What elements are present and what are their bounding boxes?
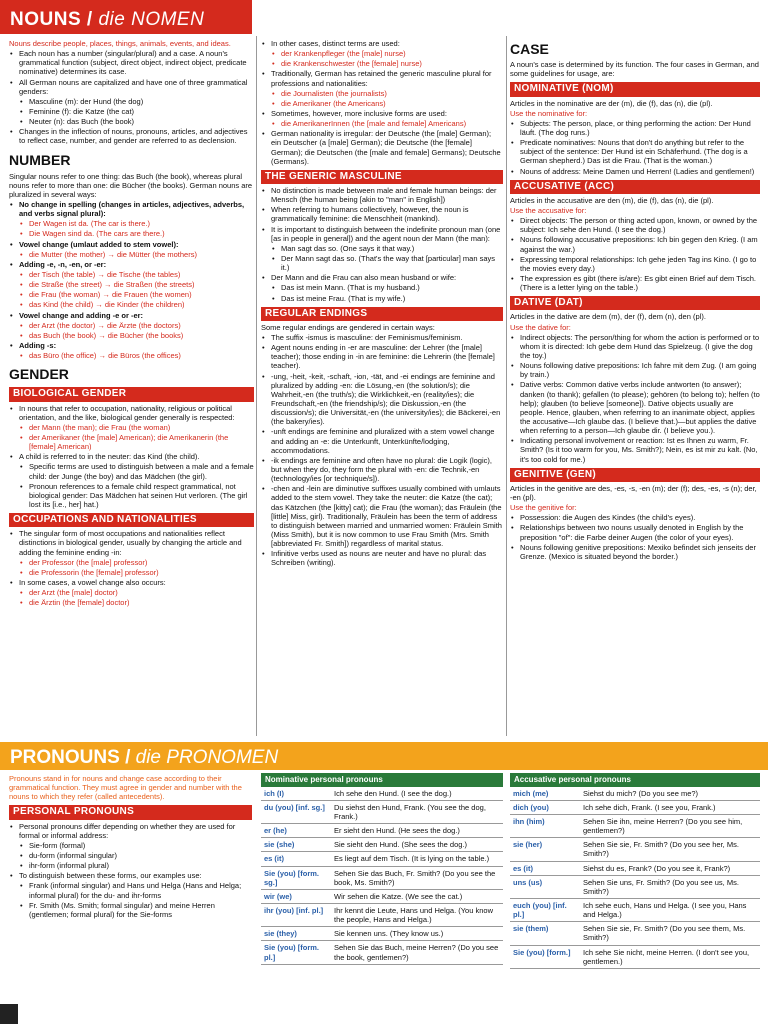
table-row xyxy=(510,800,760,814)
genitive-use: Use the genitive for: xyxy=(510,503,577,513)
list-item: • In other cases, distinct terms are used: xyxy=(261,39,503,48)
regular-endings-intro: Some regular endings are gendered in certain ways: xyxy=(261,322,435,332)
list-item: • The singular form of most occupations and nationalities reflect distinctions in biological gender, usually by changing the article and adding the feminine ending -in: xyxy=(9,529,254,556)
table-row xyxy=(510,945,760,968)
example-cell: Sie sieht den Hund. (She sees the dog.) xyxy=(331,838,503,852)
list-item: • der Mann (the man); die Frau (the woman) xyxy=(19,423,254,432)
nominative-pronouns-table xyxy=(261,773,503,965)
list-item: • Predicate nominatives: Nouns that don't do anything but refer to the subject of the sentence: Der Hund ist ein Schäferhund. (The dog is a German shepherd.) Das ist die Frau. (That is the woman.) xyxy=(510,138,760,165)
example-cell: Sehen Sie das Buch, meine Herren? (Do you see the book, gentlemen?) xyxy=(331,941,503,964)
pronoun-cell: sie (they) xyxy=(261,927,331,941)
list-item: • Expressing temporal relationships: Ich gehe jeden Tag ins Kino. (I go to the movies every day.) xyxy=(510,255,760,273)
list-item: • No distinction is made between male and female human beings: der Mensch (the human being [akin to "man" in English]) xyxy=(261,186,503,204)
pronoun-cell: sie (her) xyxy=(510,838,580,861)
example-cell: Sie kennen uns. (They know us.) xyxy=(331,927,503,941)
list-item: • In nouns that refer to occupation, nationality, religious or political orientation, and the like, biological gender generally is respected: xyxy=(9,404,254,422)
accusative-bar: ACCUSATIVE (ACC) xyxy=(510,180,760,194)
pronoun-cell: Sie (you) [form. pl.] xyxy=(261,941,331,964)
list-item: • Dative verbs: Common dative verbs include antworten (to answer); danken (to thank); gefallen (to please); gehören (to belong to); helfen (to help); glauben (to believe [someone]). Dative objects usually are people. Hence, glauben, when referring to an inanimate object, applies the accusative—Ich glaube das. (I believe that.)—but applies the dative when referring to a person—Ich glaube dir. (I believe you.). xyxy=(510,380,760,435)
column-2 xyxy=(261,38,503,569)
example-cell: Sehen Sie sie, Fr. Smith? (Do you see them, Ms. Smith?) xyxy=(580,922,760,945)
list-item: • Das ist meine Frau. (That is my wife.) xyxy=(271,294,503,303)
list-item: • Nouns of address: Meine Damen und Herren! (Ladies and gentlemen!) xyxy=(510,167,760,176)
table-row xyxy=(261,889,503,903)
example-cell: Ich sehe Sie nicht, meine Herren. (I don't see you, gentlemen.) xyxy=(580,945,760,968)
list-item: • der Arzt (the doctor) → die Ärzte (the doctors) xyxy=(19,321,254,330)
pronoun-cell: dich (you) xyxy=(510,800,580,814)
table-row xyxy=(261,866,503,889)
number-paragraph: Singular nouns refer to one thing: das Buch (the book), whereas plural nouns refer to more than one: die Bücher (the books). German nouns are pluralized in several ways: xyxy=(9,171,253,199)
list-item: • Adding -s: xyxy=(9,341,254,350)
list-item: • Pronoun references to a female child respect grammatical, not biological gender: Das Mädchen hat seinen Hut verloren. (The girl lost its [i.e., her] hat.) xyxy=(19,482,254,509)
regular-endings-bar: REGULAR ENDINGS xyxy=(261,307,503,321)
pronoun-cell: Sie (you) [form. sg.] xyxy=(261,866,331,889)
dative-bar: DATIVE (DAT) xyxy=(510,296,760,310)
list-item: • Sie-form (formal) xyxy=(19,841,252,850)
example-cell: Du siehst den Hund, Frank. (You see the dog, Frank.) xyxy=(331,800,503,823)
accusative-table-title: Accusative personal pronouns xyxy=(510,773,760,787)
pronoun-cell: ich (I) xyxy=(261,787,331,801)
generic-masculine-bar: THE GENERIC MASCULINE xyxy=(261,170,503,184)
list-item: • Sometimes, however, more inclusive forms are used: xyxy=(261,109,503,118)
pronoun-cell: sie (them) xyxy=(510,922,580,945)
example-cell: Siehst du mich? (Do you see me?) xyxy=(580,787,760,801)
pronoun-cell: uns (us) xyxy=(510,875,580,898)
table-row xyxy=(261,800,503,823)
list-item: • -chen and -lein are diminutive suffixes usually combined with umlauts added to the stem vowel. They take the neuter: die Katze (the cat); das Kätzchen (the [kitty] cat); die Frau (the woman); das Fräulein (the [little] Miss, girl). Traditionally, Fräulein has been the term of address to distinguish between married and unmarried women: Fräulein Smith (Miss Smith), but it is now common to use Frau Smith (Mrs. Smith [abbreviated Fr. Smith]) regardless of marital status. xyxy=(261,484,503,548)
nouns-title-de: die NOMEN xyxy=(98,9,205,30)
list-item: • Der Mann and die Frau can also mean husband or wife: xyxy=(261,273,503,282)
nominative-use: Use the nominative for: xyxy=(510,108,588,118)
table-row xyxy=(261,941,503,964)
list-item: • Der Mann sagt das so. (That's the way that [particular] man says it.) xyxy=(271,254,503,272)
example-cell: Ich sehe euch, Hans und Helga. (I see you, Hans and Helga.) xyxy=(580,899,760,922)
pronoun-cell: euch (you) [inf. pl.] xyxy=(510,899,580,922)
list-item: • Subjects: The person, place, or thing performing the action: Der Hund läuft. (The dog runs.) xyxy=(510,119,760,137)
table-row xyxy=(510,787,760,801)
dative-articles: Articles in the dative are dem (m), der (f), dem (n), den (pl). xyxy=(510,312,706,322)
example-cell: Es liegt auf dem Tisch. (It is lying on the table.) xyxy=(331,852,503,866)
table-row xyxy=(510,875,760,898)
table-row xyxy=(261,787,503,801)
list-item: • ihr-form (informal plural) xyxy=(19,861,252,870)
example-cell: Sehen Sie sie, Fr. Smith? (Do you see her, Ms. Smith?) xyxy=(580,838,760,861)
list-item: • Frank (informal singular) and Hans und Helga (Hans and Helga; informal plural) for the du- and ihr-forms xyxy=(19,881,252,899)
example-cell: Er sieht den Hund. (He sees the dog.) xyxy=(331,824,503,838)
list-item: • die Krankenschwester (the [female] nurse) xyxy=(271,59,503,68)
pronouns-title: PRONOUNS xyxy=(10,747,120,768)
list-item: • The expression es gibt (there is/are): Es gibt einen Brief auf dem Tisch. (There is a letter lying on the table.) xyxy=(510,274,760,292)
list-item: • die Professorin (the [female] professor) xyxy=(19,568,254,577)
table-row xyxy=(510,838,760,861)
table-row xyxy=(510,861,760,875)
list-item: • die Mutter (the mother) → die Mütter (the mothers) xyxy=(19,250,254,259)
list-item: • die Journalisten (the journalists) xyxy=(271,89,503,98)
nouns-title: NOUNS xyxy=(10,9,82,30)
list-item: • der Arzt (the [male] doctor) xyxy=(19,588,254,597)
pronouns-intro-block xyxy=(9,773,252,920)
list-item: • The suffix -ismus is masculine: der Feminismus/feminism. xyxy=(261,333,503,342)
example-cell: Ich sehe dich, Frank. (I see you, Frank.) xyxy=(580,800,760,814)
table-row xyxy=(261,838,503,852)
pronoun-cell: ihr (you) [inf. pl.] xyxy=(261,904,331,927)
table-row xyxy=(510,815,760,838)
gender-heading: GENDER xyxy=(9,366,69,383)
list-item: • Das ist mein Mann. (That is my husband.) xyxy=(271,283,503,292)
personal-pronouns-bar: PERSONAL PRONOUNS xyxy=(9,805,252,819)
list-item: • Nouns following accusative prepositions: Ich bin gegen den Krieg. (I am against the war.) xyxy=(510,235,760,253)
table-row xyxy=(261,824,503,838)
pronouns-header: PRONOUNS / die PRONOMEN xyxy=(0,742,768,770)
list-item: • die AmerikanerInnen (the [male and female] Americans) xyxy=(271,119,503,128)
list-item: • Each noun has a number (singular/plural) and a case. A noun's grammatical function (subject, direct object, indirect object, predicate nominative) determines its case. xyxy=(9,49,254,76)
pronoun-cell: ihn (him) xyxy=(510,815,580,838)
list-item: • das Buch (the book) → die Bücher (the books) xyxy=(19,331,254,340)
list-item: • der Tisch (the table) → die Tische (the tables) xyxy=(19,270,254,279)
nominative-articles: Articles in the nominative are der (m), die (f), das (n), die (pl). xyxy=(510,98,713,108)
list-item: • Vowel change (umlaut added to stem vowel): xyxy=(9,240,254,249)
pronoun-cell: du (you) [inf. sg.] xyxy=(261,800,331,823)
nouns-intro: Nouns describe people, places, things, animals, events, and ideas. xyxy=(9,39,231,48)
list-item: • Indicating personal involvement or reaction: Ist es Ihnen zu warm, Fr. Smith? (Is it too warm for you, Ms. Smith?); Nein, es ist mir zu kalt. (No, it's too cold for me.) xyxy=(510,436,760,463)
list-item: • -unft endings are feminine and pluralized with a stem vowel change and adding an -e: die Unterkunft, Unterkünfte/lodging, accommodations. xyxy=(261,427,503,454)
list-item: • German nationality is irregular: der Deutsche (the [male] German); ein Deutscher (a [male] German); die Deutsche (the [female] German); die Deutschen (the [male and female] Germans); Deutsche (Germans). xyxy=(261,129,503,166)
list-item: • die Straße (the street) → die Straßen (the streets) xyxy=(19,280,254,289)
table-row xyxy=(261,904,503,927)
pronouns-title-de: die PRONOMEN xyxy=(135,747,279,768)
biological-gender-bar: BIOLOGICAL GENDER xyxy=(9,387,254,401)
list-item: • Changes in the inflection of nouns, pronouns, articles, and adjectives to reflect case, number, and gender are referred to as declension. xyxy=(9,127,254,145)
list-item: • Direct objects: The person or thing acted upon, known, or owned by the subject: Ich sehe den Hund. (I see the dog.) xyxy=(510,216,760,234)
column-1 xyxy=(9,38,254,608)
case-heading: CASE xyxy=(510,41,549,57)
nominative-bar: NOMINATIVE (NOM) xyxy=(510,82,760,96)
pronouns-intro: Pronouns stand in for nouns and change case according to their grammatical function. They must agree in gender and number with the nouns to which they refer (called antecedents). xyxy=(9,774,242,802)
pronoun-cell: Sie (you) [form.] xyxy=(510,945,580,968)
pronoun-cell: mich (me) xyxy=(510,787,580,801)
list-item: • das Büro (the office) → die Büros (the offices) xyxy=(19,351,254,360)
table-row xyxy=(510,899,760,922)
list-item: • To distinguish between these forms, our examples use: xyxy=(9,871,252,880)
genitive-articles: Articles in the genitive are des, -es, -s, -en (m); der (f); des, -es, -s (n); der, -en (pl). xyxy=(510,483,757,503)
list-item: • Vowel change and adding -e or -er: xyxy=(9,311,254,320)
example-cell: Ich sehe den Hund. (I see the dog.) xyxy=(331,787,503,801)
pronoun-cell: er (he) xyxy=(261,824,331,838)
list-item: • Die Wagen sind da. (The cars are there.) xyxy=(19,229,254,238)
list-item: • It is important to distinguish between the indefinite pronoun man (one [as in people in general]) and the agent noun der Mann (the man): xyxy=(261,225,503,243)
list-item: • du-form (informal singular) xyxy=(19,851,252,860)
occupations-bar: OCCUPATIONS AND NATIONALITIES xyxy=(9,513,254,527)
table-row xyxy=(510,922,760,945)
list-item: • Masculine (m): der Hund (the dog) xyxy=(19,97,254,106)
list-item: • das Kind (the child) → die Kinder (the children) xyxy=(19,300,254,309)
list-item: • Personal pronouns differ depending on whether they are used for formal or informal address: xyxy=(9,822,252,840)
pronoun-cell: es (it) xyxy=(510,861,580,875)
table-row xyxy=(261,927,503,941)
list-item: • All German nouns are capitalized and have one of three grammatical genders: xyxy=(9,78,254,96)
list-item: • der Krankenpfleger (the [male] nurse) xyxy=(271,49,503,58)
list-item: • Feminine (f): die Katze (the cat) xyxy=(19,107,254,116)
list-item: • Infinitive verbs used as nouns are neuter and have no plural: das Schreiben (writing). xyxy=(261,549,503,567)
list-item: • -ik endings are feminine and often have no plural: die Logik (logic), but when they do, they form the plural with -en: die Technik,-en (technology/ies [or technique/s]). xyxy=(261,456,503,483)
nominative-table-title: Nominative personal pronouns xyxy=(261,773,503,787)
nouns-header: NOUNS / die NOMEN xyxy=(0,0,252,34)
list-item: • der Professor (the [male] professor) xyxy=(19,558,254,567)
example-cell: Sehen Sie ihn, meine Herren? (Do you see him, gentlemen?) xyxy=(580,815,760,838)
case-paragraph: A noun's case is determined by its function. The four cases in German, and some guidelines for usage, are: xyxy=(510,60,759,79)
number-heading: NUMBER xyxy=(9,151,71,168)
list-item: • die Amerikaner (the Americans) xyxy=(271,99,503,108)
list-item: • Fr. Smith (Ms. Smith; formal singular) and meine Herren (gentlemen; formal plural) for the Sie-forms xyxy=(19,901,252,919)
accusative-articles: Articles in the accusative are den (m), die (f), das (n), die (pl). xyxy=(510,195,714,205)
example-cell: Ihr kennt die Leute, Hans und Helga. (You know the people, Hans and Helga.) xyxy=(331,904,503,927)
list-item: • die Frau (the woman) → die Frauen (the women) xyxy=(19,290,254,299)
list-item: • No change in spelling (changes in articles, adjectives, adverbs, and verbs signal plural): xyxy=(9,200,254,218)
list-item: • Traditionally, German has retained the generic masculine plural for professions and nationalities: xyxy=(261,69,503,87)
list-item: • Relationships between two nouns usually denoted in English by the preposition "of": die Farbe deiner Augen (the color of your eyes). xyxy=(510,523,760,541)
list-item: • Possession: die Augen des Kindes (the child's eyes). xyxy=(510,513,760,522)
accusative-use: Use the accusative for: xyxy=(510,206,587,215)
list-item: • -ung, -heit, -keit, -schaft, -ion, -tät, and -ei endings are feminine and pluralized by adding -en: die Lösung,-en (the solution/s); die Wahrheit,-en (the truth/s); die Wirklichkeit,-en (reality/ies); die Freundschaft,-en (the friendship/s); die Diskussion,-en (the discussion/s); die Universität,-en (the university/ies); die Bäckerei,-en (the bakery/ies). xyxy=(261,372,503,427)
list-item: • A child is referred to in the neuter: das Kind (the child). xyxy=(9,452,254,461)
example-cell: Sehen Sie uns, Fr. Smith? (Do you see us, Ms. Smith?) xyxy=(580,875,760,898)
example-cell: Siehst du es, Frank? (Do you see it, Frank?) xyxy=(580,861,760,875)
list-item: • die Ärztin (the [female] doctor) xyxy=(19,598,254,607)
corner-mark xyxy=(0,1004,18,1024)
pronoun-cell: es (it) xyxy=(261,852,331,866)
table-row xyxy=(261,852,503,866)
list-item: • In some cases, a vowel change also occurs: xyxy=(9,578,254,587)
list-item: • Nouns following genitive prepositions: Mexiko befindet sich jenseits der Grenze. (Mexico is situated beyond the border.) xyxy=(510,543,760,561)
list-item: • Nouns following dative prepositions: Ich fahre mit dem Zug. (I am going by train.) xyxy=(510,361,760,379)
list-item: • Specific terms are used to distinguish between a male and a female child: der Junge (the boy) and das Mädchen (the girl). xyxy=(19,462,254,480)
list-item: • Indirect objects: The person/thing for whom the action is performed or to whom it is directed: Ich gebe dem Hund das Spielzeug. (I give the dog the toy.) xyxy=(510,333,760,360)
genitive-bar: GENITIVE (GEN) xyxy=(510,468,760,482)
list-item: • When referring to humans collectively, however, the noun is grammatically feminine: die Menschheit (mankind). xyxy=(261,205,503,223)
list-item: • Agent nouns ending in -er are masculine: der Lehrer (the [male] teacher); those ending in -in are feminine: die Lehrerin (the [female] teacher). xyxy=(261,343,503,370)
list-item: • Man sagt das so. (One says it that way.) xyxy=(271,244,503,253)
column-3 xyxy=(510,38,760,562)
dative-use: Use the dative for: xyxy=(510,322,571,332)
pronoun-cell: wir (we) xyxy=(261,889,331,903)
pronoun-cell: sie (she) xyxy=(261,838,331,852)
example-cell: Wir sehen die Katze. (We see the cat.) xyxy=(331,889,503,903)
list-item: • Adding -e, -n, -en, or -er: xyxy=(9,260,254,269)
example-cell: Sehen Sie das Buch, Fr. Smith? (Do you see the book, Ms. Smith?) xyxy=(331,866,503,889)
list-item: • Der Wagen ist da. (The car is there.) xyxy=(19,219,254,228)
list-item: • Neuter (n): das Buch (the book) xyxy=(19,117,254,126)
accusative-pronouns-table xyxy=(510,773,760,969)
list-item: • der Amerikaner (the [male] American); die Amerikanerin (the [female] American) xyxy=(19,433,254,451)
